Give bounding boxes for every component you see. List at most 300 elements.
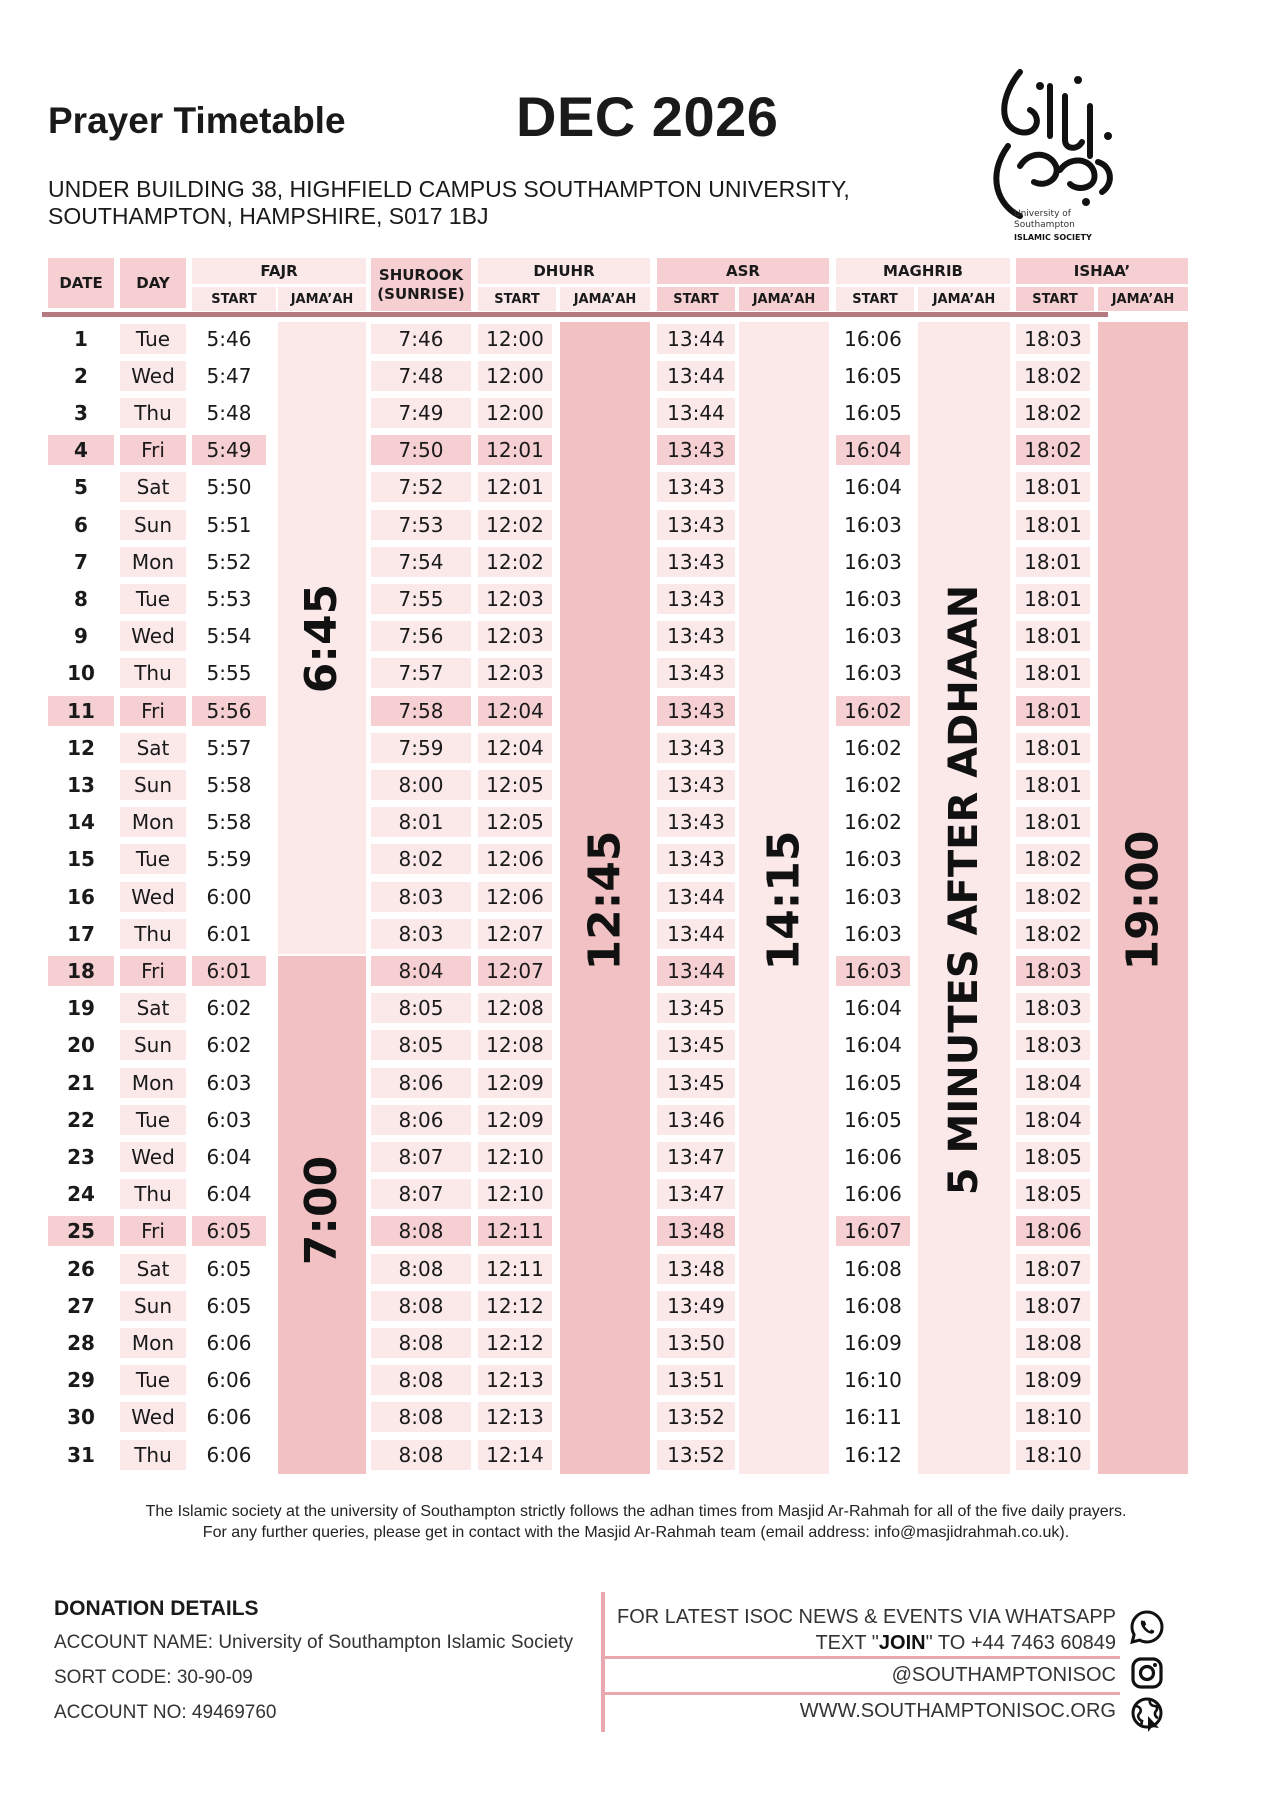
row-5-shurook: 7:52: [371, 472, 471, 502]
row-22-asr: 13:46: [657, 1105, 735, 1135]
row-9-fajr: 5:54: [206, 624, 252, 649]
row-17-asr: 13:44: [657, 919, 735, 949]
row-19-asr: 13:45: [657, 993, 735, 1023]
row-8-dhuhr: 12:03: [478, 584, 552, 614]
row-20-day: Sun: [120, 1030, 186, 1060]
row-28-dhuhr: 12:12: [478, 1328, 552, 1358]
page-title: Prayer Timetable: [48, 100, 346, 141]
row-23-fajr: 6:04: [206, 1145, 252, 1169]
row-21-dhuhr: 12:09: [478, 1068, 552, 1098]
asr-jamaah-value: 14:15: [758, 829, 810, 971]
row-21-date: 21: [67, 1070, 95, 1095]
row-27-date: 27: [67, 1293, 95, 1318]
row-13-fajr: 5:58: [206, 773, 252, 797]
row-6-shurook: 7:53: [371, 510, 471, 540]
row-20-date: 20: [67, 1033, 95, 1058]
row-24-fajr: 6:04: [206, 1182, 252, 1207]
row-26-fajr: 6:05: [206, 1256, 252, 1281]
row-22-maghrib: 16:05: [844, 1107, 902, 1132]
row-29-asr: 13:51: [657, 1365, 735, 1395]
row-4-maghrib: 16:04: [836, 435, 910, 465]
row-30-fajr: 6:06: [206, 1405, 252, 1430]
row-18-maghrib: 16:03: [836, 956, 910, 986]
fajr-jamaah-label-2: [278, 1060, 366, 1360]
row-12-day: Sat: [120, 733, 186, 763]
row-15-shurook: 8:02: [371, 844, 471, 874]
row-21-maghrib: 16:05: [844, 1070, 902, 1095]
row-16-asr: 13:44: [657, 882, 735, 912]
row-24-ishaa: 18:05: [1016, 1179, 1090, 1209]
row-24-day: Thu: [120, 1179, 186, 1209]
row-16-day: Wed: [120, 882, 186, 912]
row-21-fajr: 6:03: [206, 1070, 252, 1095]
row-31-shurook: 8:08: [371, 1440, 471, 1470]
row-12-ishaa: 18:01: [1016, 733, 1090, 763]
row-1-date: 1: [74, 326, 88, 351]
row-28-day: Mon: [120, 1328, 186, 1358]
row-3-asr: 13:44: [657, 398, 735, 428]
row-14-ishaa: 18:01: [1016, 807, 1090, 837]
row-1-day: Tue: [120, 324, 186, 354]
row-11-maghrib: 16:02: [836, 696, 910, 726]
row-22-dhuhr: 12:09: [478, 1105, 552, 1135]
row-24-maghrib: 16:06: [844, 1182, 902, 1207]
row-10-dhuhr: 12:03: [478, 658, 552, 688]
whatsapp-join-keyword: JOIN: [878, 1632, 926, 1654]
dhuhr-jamaah-value: 12:45: [579, 829, 631, 971]
row-9-ishaa: 18:01: [1016, 621, 1090, 651]
header-date: DATE: [48, 258, 114, 308]
row-3-fajr: 5:48: [206, 401, 252, 425]
row-24-dhuhr: 12:10: [478, 1179, 552, 1209]
website-link[interactable]: WWW.SOUTHAMPTONISOC.ORG: [799, 1700, 1116, 1722]
row-18-asr: 13:44: [657, 956, 735, 986]
row-18-date: 18: [48, 956, 114, 986]
row-28-fajr: 6:06: [206, 1331, 252, 1355]
row-3-maghrib: 16:05: [844, 401, 902, 425]
row-15-ishaa: 18:02: [1016, 844, 1090, 874]
row-27-shurook: 8:08: [371, 1291, 471, 1321]
whatsapp-text-pre: TEXT ": [815, 1632, 879, 1654]
row-20-asr: 13:45: [657, 1030, 735, 1060]
row-14-day: Mon: [120, 807, 186, 837]
row-8-shurook: 7:55: [371, 584, 471, 614]
row-11-shurook: 7:58: [371, 696, 471, 726]
row-4-day: Fri: [120, 435, 186, 465]
row-13-maghrib: 16:02: [844, 773, 902, 797]
row-30-shurook: 8:08: [371, 1402, 471, 1432]
row-15-date: 15: [67, 847, 95, 872]
row-14-date: 14: [67, 810, 95, 835]
row-25-shurook: 8:08: [371, 1216, 471, 1246]
row-11-fajr: 5:56: [192, 696, 266, 726]
row-14-shurook: 8:01: [371, 807, 471, 837]
maghrib-jamaah-label: [918, 560, 1010, 1220]
header-dhuhr: DHUHR: [478, 258, 650, 284]
row-1-ishaa: 18:03: [1016, 324, 1090, 354]
row-6-ishaa: 18:01: [1016, 510, 1090, 540]
row-6-asr: 13:43: [657, 510, 735, 540]
row-29-ishaa: 18:09: [1016, 1365, 1090, 1395]
header-maghrib-start: START: [836, 287, 914, 311]
row-10-fajr: 5:55: [206, 661, 252, 686]
address-line-1: UNDER BUILDING 38, HIGHFIELD CAMPUS SOUTHAMPTON UNIVERSITY,: [48, 176, 850, 202]
row-15-maghrib: 16:03: [844, 847, 902, 872]
row-27-asr: 13:49: [657, 1291, 735, 1321]
row-26-dhuhr: 12:11: [478, 1254, 552, 1284]
row-5-fajr: 5:50: [206, 475, 252, 500]
row-27-dhuhr: 12:12: [478, 1291, 552, 1321]
row-16-maghrib: 16:03: [844, 884, 902, 909]
row-25-fajr: 6:05: [192, 1216, 266, 1246]
row-31-day: Thu: [120, 1440, 186, 1470]
ishaa-jamaah-value: 19:00: [1117, 829, 1169, 971]
row-20-maghrib: 16:04: [844, 1033, 902, 1058]
row-30-asr: 13:52: [657, 1402, 735, 1432]
donation-account-name: ACCOUNT NAME: University of Southampton Islamic Society: [54, 1632, 574, 1653]
row-18-day: Fri: [120, 956, 186, 986]
row-10-day: Thu: [120, 658, 186, 688]
fajr-jamaah-label-1: [278, 322, 366, 954]
row-23-asr: 13:47: [657, 1142, 735, 1172]
contact-divider-1: [604, 1656, 1120, 1659]
row-11-dhuhr: 12:04: [478, 696, 552, 726]
row-5-maghrib: 16:04: [844, 475, 902, 500]
maghrib-jamaah-value: 5 MINUTES AFTER ADHAAN: [941, 584, 988, 1196]
row-9-dhuhr: 12:03: [478, 621, 552, 651]
row-28-maghrib: 16:09: [844, 1331, 902, 1355]
row-31-ishaa: 18:10: [1016, 1440, 1090, 1470]
row-26-day: Sat: [120, 1254, 186, 1284]
row-17-day: Thu: [120, 919, 186, 949]
contact-accent-bar: [601, 1592, 605, 1732]
row-23-shurook: 8:07: [371, 1142, 471, 1172]
whatsapp-icon[interactable]: [1128, 1608, 1166, 1646]
row-4-shurook: 7:50: [371, 435, 471, 465]
row-5-day: Sat: [120, 472, 186, 502]
row-16-ishaa: 18:02: [1016, 882, 1090, 912]
header-asr: ASR: [657, 258, 829, 284]
row-6-maghrib: 16:03: [844, 512, 902, 537]
row-11-day: Fri: [120, 696, 186, 726]
row-9-date: 9: [74, 624, 88, 649]
row-9-day: Wed: [120, 621, 186, 651]
row-29-dhuhr: 12:13: [478, 1365, 552, 1395]
row-31-maghrib: 16:12: [844, 1442, 902, 1467]
fajr-jamaah-value-1: 6:45: [296, 583, 348, 693]
row-12-maghrib: 16:02: [844, 735, 902, 760]
donation-title: DONATION DETAILS: [54, 1597, 259, 1620]
row-20-fajr: 6:02: [206, 1033, 252, 1058]
row-26-date: 26: [67, 1256, 95, 1281]
row-2-dhuhr: 12:00: [478, 361, 552, 391]
row-9-shurook: 7:56: [371, 621, 471, 651]
header-fajr-jamaah: JAMA’AH: [278, 287, 366, 311]
row-29-shurook: 8:08: [371, 1365, 471, 1395]
row-5-date: 5: [74, 475, 88, 500]
row-28-date: 28: [67, 1331, 95, 1355]
row-22-date: 22: [67, 1107, 95, 1132]
row-2-ishaa: 18:02: [1016, 361, 1090, 391]
row-5-asr: 13:43: [657, 472, 735, 502]
row-3-day: Thu: [120, 398, 186, 428]
row-30-dhuhr: 12:13: [478, 1402, 552, 1432]
ishaa-jamaah-label: [1098, 780, 1188, 1020]
row-17-maghrib: 16:03: [844, 921, 902, 946]
row-23-day: Wed: [120, 1142, 186, 1172]
row-17-dhuhr: 12:07: [478, 919, 552, 949]
row-1-shurook: 7:46: [371, 324, 471, 354]
note-line-2: For any further queries, please get in contact with the Masjid Ar-Rahmah team (email address: info@masjidrahmah.co.uk).: [202, 1524, 1070, 1541]
row-8-date: 8: [74, 587, 88, 611]
row-3-shurook: 7:49: [371, 398, 471, 428]
row-9-asr: 13:43: [657, 621, 735, 651]
donation-sort-code: SORT CODE: 30-90-09: [54, 1667, 253, 1688]
row-25-ishaa: 18:06: [1016, 1216, 1090, 1246]
row-3-ishaa: 18:02: [1016, 398, 1090, 428]
row-23-dhuhr: 12:10: [478, 1142, 552, 1172]
row-1-dhuhr: 12:00: [478, 324, 552, 354]
row-13-day: Sun: [120, 770, 186, 800]
note-line-1: The Islamic society at the university of Southampton strictly follows the adhan times from Masjid Ar-Rahmah for all of the five daily prayers.: [145, 1503, 1127, 1520]
whatsapp-text-post: " TO +44 7463 60849: [925, 1632, 1116, 1654]
row-8-day: Tue: [120, 584, 186, 614]
row-14-asr: 13:43: [657, 807, 735, 837]
row-29-fajr: 6:06: [206, 1368, 252, 1393]
row-30-maghrib: 16:11: [844, 1405, 902, 1430]
header-shurook-label: SHUROOK: [378, 265, 464, 284]
header-dhuhr-start: START: [478, 287, 556, 311]
row-1-asr: 13:44: [657, 324, 735, 354]
row-31-asr: 13:52: [657, 1440, 735, 1470]
header-divider: [42, 312, 1108, 317]
row-6-fajr: 5:51: [206, 512, 252, 537]
row-14-dhuhr: 12:05: [478, 807, 552, 837]
row-12-asr: 13:43: [657, 733, 735, 763]
row-6-day: Sun: [120, 510, 186, 540]
row-24-date: 24: [67, 1182, 95, 1207]
row-29-day: Tue: [120, 1365, 186, 1395]
row-25-maghrib: 16:07: [836, 1216, 910, 1246]
row-22-fajr: 6:03: [206, 1107, 252, 1132]
row-29-maghrib: 16:10: [844, 1368, 902, 1393]
row-27-day: Sun: [120, 1291, 186, 1321]
row-27-ishaa: 18:07: [1016, 1291, 1090, 1321]
header-asr-jamaah: JAMA’AH: [739, 287, 829, 311]
row-3-dhuhr: 12:00: [478, 398, 552, 428]
row-7-dhuhr: 12:02: [478, 547, 552, 577]
row-2-fajr: 5:47: [206, 363, 252, 388]
row-10-maghrib: 16:03: [844, 661, 902, 686]
row-17-fajr: 6:01: [206, 921, 252, 946]
row-8-ishaa: 18:01: [1016, 584, 1090, 614]
row-8-maghrib: 16:03: [844, 587, 902, 611]
row-2-asr: 13:44: [657, 361, 735, 391]
row-28-ishaa: 18:08: [1016, 1328, 1090, 1358]
row-2-date: 2: [74, 363, 88, 388]
row-26-ishaa: 18:07: [1016, 1254, 1090, 1284]
row-16-date: 16: [67, 884, 95, 909]
address-line-2: SOUTHAMPTON, HAMPSHIRE, S017 1BJ: [48, 203, 489, 229]
row-19-shurook: 8:05: [371, 993, 471, 1023]
header-ishaa: ISHAA’: [1016, 258, 1188, 284]
header-sunrise-label: (SUNRISE): [377, 284, 465, 303]
row-20-dhuhr: 12:08: [478, 1030, 552, 1060]
row-20-shurook: 8:05: [371, 1030, 471, 1060]
row-18-fajr: 6:01: [192, 956, 266, 986]
row-31-fajr: 6:06: [206, 1442, 252, 1467]
header-ishaa-start: START: [1016, 287, 1094, 311]
row-8-fajr: 5:53: [206, 587, 252, 611]
row-27-maghrib: 16:08: [844, 1293, 902, 1318]
row-7-maghrib: 16:03: [844, 549, 902, 574]
header-ishaa-jamaah: JAMA’AH: [1098, 287, 1188, 311]
row-11-ishaa: 18:01: [1016, 696, 1090, 726]
row-19-dhuhr: 12:08: [478, 993, 552, 1023]
row-17-shurook: 8:03: [371, 919, 471, 949]
header-asr-start: START: [657, 287, 735, 311]
row-30-date: 30: [67, 1405, 95, 1430]
row-16-dhuhr: 12:06: [478, 882, 552, 912]
row-25-day: Fri: [120, 1216, 186, 1246]
row-4-ishaa: 18:02: [1016, 435, 1090, 465]
row-5-ishaa: 18:01: [1016, 472, 1090, 502]
logo-text-1: University of: [1014, 209, 1071, 219]
row-9-maghrib: 16:03: [844, 624, 902, 649]
isoc-logo: [990, 66, 1130, 244]
row-19-ishaa: 18:03: [1016, 993, 1090, 1023]
row-23-ishaa: 18:05: [1016, 1142, 1090, 1172]
row-21-asr: 13:45: [657, 1068, 735, 1098]
instagram-handle[interactable]: @SOUTHAMPTONISOC: [891, 1664, 1116, 1686]
row-2-maghrib: 16:05: [844, 363, 902, 388]
header-maghrib-jamaah: JAMA’AH: [918, 287, 1010, 311]
contact-divider-2: [604, 1692, 1120, 1695]
row-10-date: 10: [67, 661, 95, 686]
asr-jamaah-label: [739, 780, 829, 1020]
row-4-asr: 13:43: [657, 435, 735, 465]
row-21-shurook: 8:06: [371, 1068, 471, 1098]
row-15-asr: 13:43: [657, 844, 735, 874]
row-11-date: 11: [48, 696, 114, 726]
header-maghrib: MAGHRIB: [836, 258, 1010, 284]
row-7-asr: 13:43: [657, 547, 735, 577]
row-15-fajr: 5:59: [206, 847, 252, 872]
row-2-day: Wed: [120, 361, 186, 391]
row-6-date: 6: [74, 512, 88, 537]
row-19-date: 19: [67, 996, 95, 1021]
row-30-ishaa: 18:10: [1016, 1402, 1090, 1432]
row-2-shurook: 7:48: [371, 361, 471, 391]
instagram-icon[interactable]: [1128, 1654, 1166, 1692]
row-13-date: 13: [67, 773, 95, 797]
row-28-asr: 13:50: [657, 1328, 735, 1358]
row-24-shurook: 8:07: [371, 1179, 471, 1209]
row-4-fajr: 5:49: [192, 435, 266, 465]
dhuhr-jamaah-label: [560, 780, 650, 1020]
row-16-fajr: 6:00: [206, 884, 252, 909]
row-17-date: 17: [67, 921, 95, 946]
row-7-shurook: 7:54: [371, 547, 471, 577]
row-23-maghrib: 16:06: [844, 1145, 902, 1169]
row-15-dhuhr: 12:06: [478, 844, 552, 874]
row-21-ishaa: 18:04: [1016, 1068, 1090, 1098]
month-title: DEC 2026: [516, 85, 779, 148]
row-1-maghrib: 16:06: [844, 326, 902, 351]
row-10-ishaa: 18:01: [1016, 658, 1090, 688]
row-22-ishaa: 18:04: [1016, 1105, 1090, 1135]
row-16-shurook: 8:03: [371, 882, 471, 912]
row-20-ishaa: 18:03: [1016, 1030, 1090, 1060]
row-7-date: 7: [74, 549, 88, 574]
row-12-date: 12: [67, 735, 95, 760]
row-26-shurook: 8:08: [371, 1254, 471, 1284]
row-14-fajr: 5:58: [206, 810, 252, 835]
row-29-date: 29: [67, 1368, 95, 1393]
row-12-fajr: 5:57: [206, 735, 252, 760]
row-19-maghrib: 16:04: [844, 996, 902, 1021]
row-24-asr: 13:47: [657, 1179, 735, 1209]
donation-account-no: ACCOUNT NO: 49469760: [54, 1702, 277, 1723]
row-22-day: Tue: [120, 1105, 186, 1135]
row-13-shurook: 8:00: [371, 770, 471, 800]
header-fajr: FAJR: [192, 258, 366, 284]
row-12-shurook: 7:59: [371, 733, 471, 763]
row-13-dhuhr: 12:05: [478, 770, 552, 800]
fajr-jamaah-value-2: 7:00: [296, 1155, 348, 1265]
row-8-asr: 13:43: [657, 584, 735, 614]
row-26-maghrib: 16:08: [844, 1256, 902, 1281]
logo-text-3: ISLAMIC SOCIETY: [1014, 233, 1092, 242]
globe-icon[interactable]: [1128, 1694, 1166, 1732]
row-25-date: 25: [48, 1216, 114, 1246]
header-fajr-start: START: [192, 287, 276, 311]
row-7-ishaa: 18:01: [1016, 547, 1090, 577]
row-14-maghrib: 16:02: [844, 810, 902, 835]
row-7-day: Mon: [120, 547, 186, 577]
row-6-dhuhr: 12:02: [478, 510, 552, 540]
logo-text-2: Southampton: [1014, 220, 1075, 230]
row-1-fajr: 5:46: [206, 326, 252, 351]
row-19-fajr: 6:02: [206, 996, 252, 1021]
row-3-date: 3: [74, 401, 88, 425]
row-27-fajr: 6:05: [206, 1293, 252, 1318]
row-12-dhuhr: 12:04: [478, 733, 552, 763]
row-22-shurook: 8:06: [371, 1105, 471, 1135]
row-4-dhuhr: 12:01: [478, 435, 552, 465]
header-dhuhr-jamaah: JAMA’AH: [560, 287, 650, 311]
row-28-shurook: 8:08: [371, 1328, 471, 1358]
row-25-asr: 13:48: [657, 1216, 735, 1246]
row-26-asr: 13:48: [657, 1254, 735, 1284]
row-21-day: Mon: [120, 1068, 186, 1098]
header-day: DAY: [120, 258, 186, 308]
row-13-ishaa: 18:01: [1016, 770, 1090, 800]
whatsapp-line-2: [815, 1632, 1116, 1655]
row-10-shurook: 7:57: [371, 658, 471, 688]
row-13-asr: 13:43: [657, 770, 735, 800]
row-15-day: Tue: [120, 844, 186, 874]
row-18-shurook: 8:04: [371, 956, 471, 986]
row-25-dhuhr: 12:11: [478, 1216, 552, 1246]
row-31-date: 31: [67, 1442, 95, 1467]
row-11-asr: 13:43: [657, 696, 735, 726]
row-10-asr: 13:43: [657, 658, 735, 688]
row-18-dhuhr: 12:07: [478, 956, 552, 986]
row-4-date: 4: [48, 435, 114, 465]
header-shurook: [371, 258, 471, 311]
row-7-fajr: 5:52: [206, 549, 252, 574]
